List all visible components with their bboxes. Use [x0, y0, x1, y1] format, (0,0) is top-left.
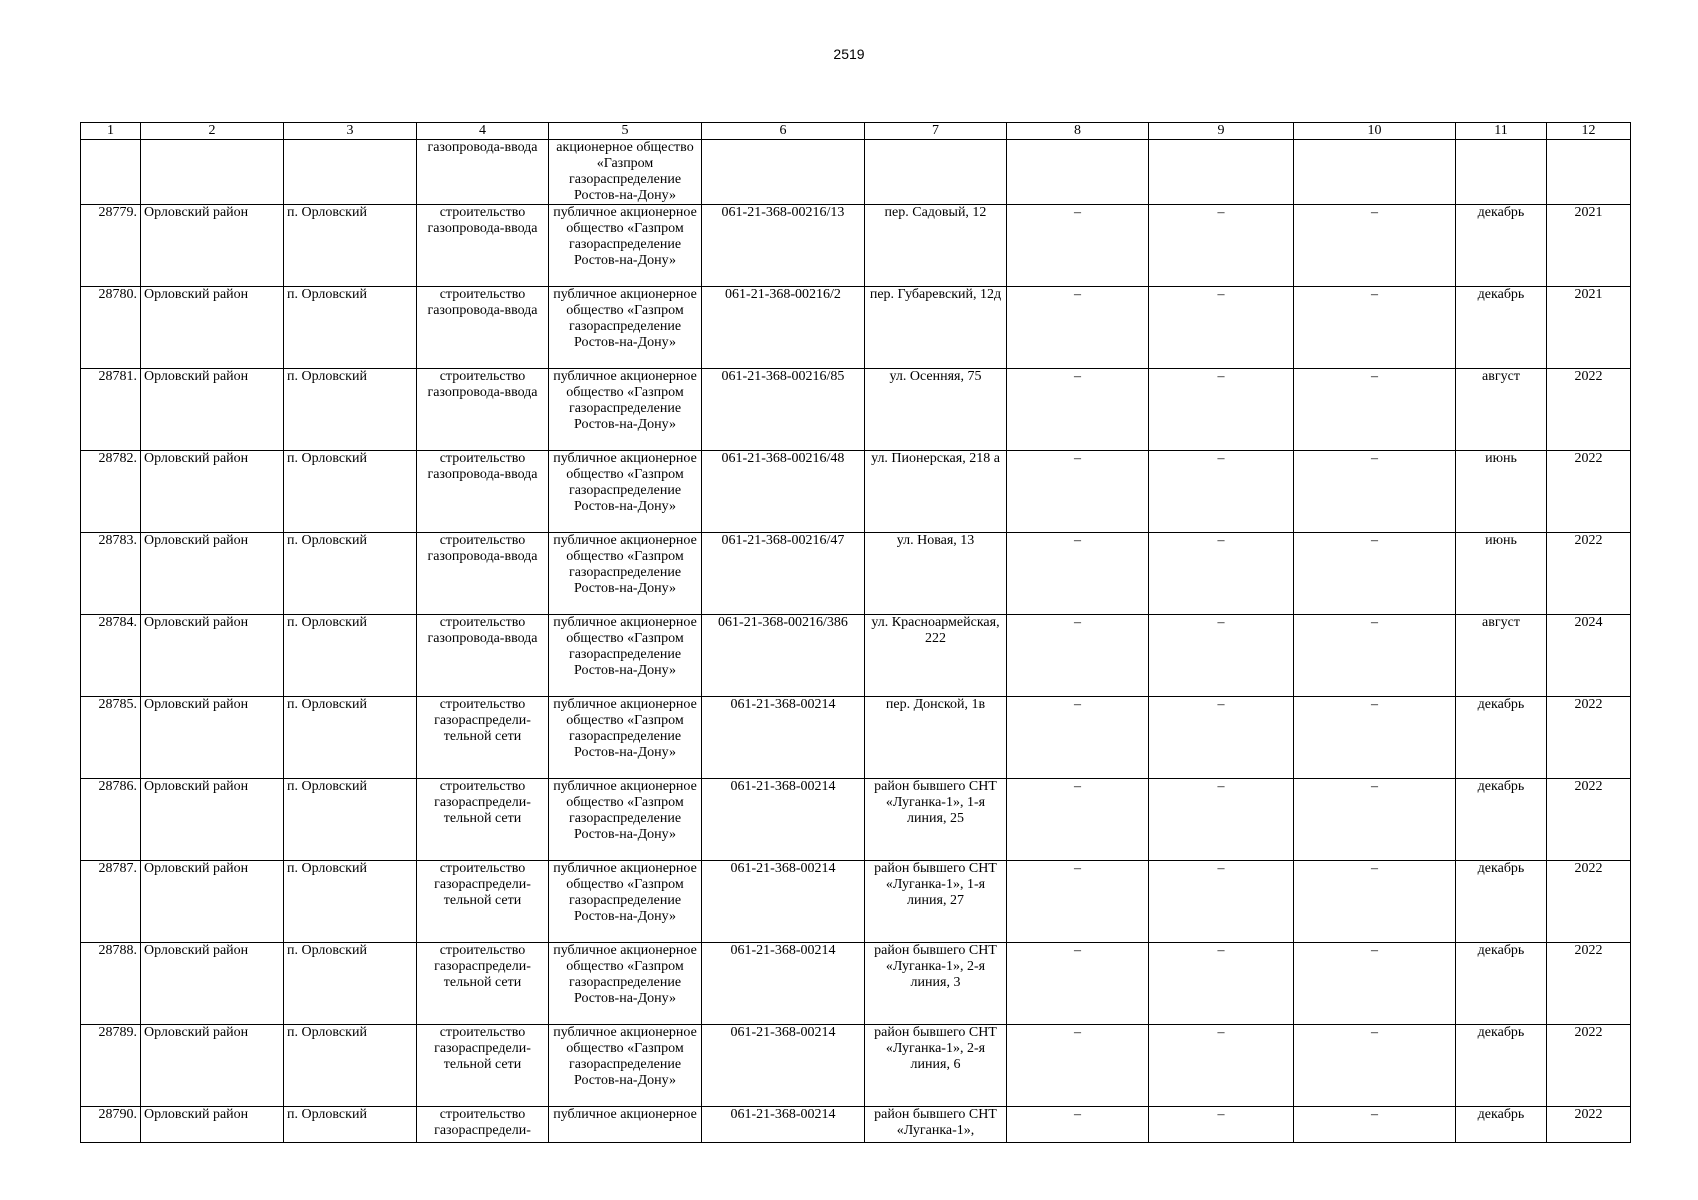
month-cell: июнь: [1456, 451, 1547, 533]
organization-cell: публичное акционерное общество «Газпром газораспределение Ростов-на-Дону»: [549, 1025, 702, 1107]
column-header: 9: [1149, 123, 1294, 140]
col9-cell: –: [1149, 1025, 1294, 1107]
organization-cell: публичное акционерное общество «Газпром газораспределение Ростов-на-Дону»: [549, 943, 702, 1025]
col10-cell: –: [1294, 369, 1456, 451]
col10-cell: –: [1294, 1025, 1456, 1107]
row-number-cell: 28787.: [81, 861, 141, 943]
year-cell: 2022: [1547, 943, 1631, 1025]
col8-cell: –: [1007, 861, 1149, 943]
month-cell: декабрь: [1456, 1025, 1547, 1107]
col9-cell: –: [1149, 369, 1294, 451]
table-row: [81, 861, 1631, 943]
settlement-cell: п. Орловский: [284, 615, 417, 697]
organization-cell: публичное акционерное общество «Газпром газораспределение Ростов-на-Дону»: [549, 861, 702, 943]
column-header: 11: [1456, 123, 1547, 140]
code-cell: 061-21-368-00216/48: [702, 451, 865, 533]
table-row: [81, 533, 1631, 615]
row-number-cell: 28779.: [81, 205, 141, 287]
row-number-cell: 28785.: [81, 697, 141, 779]
code-cell: [702, 140, 865, 205]
organization-cell: публичное акционерное общество «Газпром газораспределение Ростов-на-Дону»: [549, 369, 702, 451]
table-header-row: [81, 123, 1631, 140]
col8-cell: [1007, 140, 1149, 205]
work-type-cell: строительство газопровода-ввода: [417, 205, 549, 287]
code-cell: 061-21-368-00214: [702, 861, 865, 943]
row-number-cell: 28786.: [81, 779, 141, 861]
row-number-cell: 28788.: [81, 943, 141, 1025]
address-cell: район бывшего СНТ «Луганка-1», 1-я линия, 25: [865, 779, 1007, 861]
organization-cell: публичное акционерное общество «Газпром газораспределение Ростов-на-Дону»: [549, 451, 702, 533]
district-cell: Орловский район: [141, 615, 284, 697]
organization-cell: публичное акционерное общество «Газпром газораспределение Ростов-на-Дону»: [549, 779, 702, 861]
row-number-cell: 28780.: [81, 287, 141, 369]
col9-cell: –: [1149, 697, 1294, 779]
work-type-cell: строительство газопровода-ввода: [417, 369, 549, 451]
code-cell: 061-21-368-00214: [702, 1107, 865, 1143]
col8-cell: –: [1007, 451, 1149, 533]
district-cell: Орловский район: [141, 1025, 284, 1107]
col10-cell: [1294, 140, 1456, 205]
column-header: 7: [865, 123, 1007, 140]
year-cell: 2022: [1547, 779, 1631, 861]
data-table: [80, 122, 1631, 1143]
organization-cell: публичное акционерное общество «Газпром газораспределение Ростов-на-Дону»: [549, 533, 702, 615]
address-cell: ул. Осенняя, 75: [865, 369, 1007, 451]
row-number-cell: [81, 140, 141, 205]
month-cell: декабрь: [1456, 1107, 1547, 1143]
code-cell: 061-21-368-00214: [702, 943, 865, 1025]
table-row: [81, 697, 1631, 779]
table-row: [81, 1025, 1631, 1107]
year-cell: 2022: [1547, 533, 1631, 615]
settlement-cell: п. Орловский: [284, 1025, 417, 1107]
work-type-cell: газопровода-ввода: [417, 140, 549, 205]
month-cell: декабрь: [1456, 943, 1547, 1025]
col9-cell: –: [1149, 205, 1294, 287]
settlement-cell: [284, 140, 417, 205]
settlement-cell: п. Орловский: [284, 369, 417, 451]
code-cell: 061-21-368-00214: [702, 1025, 865, 1107]
district-cell: Орловский район: [141, 779, 284, 861]
column-header: 8: [1007, 123, 1149, 140]
col10-cell: –: [1294, 533, 1456, 615]
row-number-cell: 28782.: [81, 451, 141, 533]
col8-cell: –: [1007, 1107, 1149, 1143]
col8-cell: –: [1007, 779, 1149, 861]
settlement-cell: п. Орловский: [284, 943, 417, 1025]
column-header: 2: [141, 123, 284, 140]
work-type-cell: строительство газораспредели-тельной сети: [417, 779, 549, 861]
work-type-cell: строительство газораспредели-тельной сети: [417, 861, 549, 943]
row-number-cell: 28784.: [81, 615, 141, 697]
district-cell: Орловский район: [141, 369, 284, 451]
table-row: [81, 943, 1631, 1025]
year-cell: 2021: [1547, 205, 1631, 287]
work-type-cell: строительство газораспредели-тельной сети: [417, 1025, 549, 1107]
organization-cell: публичное акционерное: [549, 1107, 702, 1143]
col9-cell: –: [1149, 1107, 1294, 1143]
settlement-cell: п. Орловский: [284, 697, 417, 779]
column-header: 12: [1547, 123, 1631, 140]
table-row: [81, 615, 1631, 697]
year-cell: 2021: [1547, 287, 1631, 369]
work-type-cell: строительство газопровода-ввода: [417, 287, 549, 369]
organization-cell: публичное акционерное общество «Газпром газораспределение Ростов-на-Дону»: [549, 205, 702, 287]
col10-cell: –: [1294, 1107, 1456, 1143]
col9-cell: [1149, 140, 1294, 205]
organization-cell: акционерное общество «Газпром газораспределение Ростов-на-Дону»: [549, 140, 702, 205]
table-row: [81, 287, 1631, 369]
col9-cell: –: [1149, 615, 1294, 697]
district-cell: [141, 140, 284, 205]
work-type-cell: строительство газопровода-ввода: [417, 451, 549, 533]
address-cell: ул. Новая, 13: [865, 533, 1007, 615]
table-row: [81, 451, 1631, 533]
address-cell: пер. Донской, 1в: [865, 697, 1007, 779]
settlement-cell: п. Орловский: [284, 205, 417, 287]
year-cell: 2022: [1547, 861, 1631, 943]
code-cell: 061-21-368-00216/85: [702, 369, 865, 451]
work-type-cell: строительство газопровода-ввода: [417, 533, 549, 615]
col9-cell: –: [1149, 451, 1294, 533]
code-cell: 061-21-368-00216/47: [702, 533, 865, 615]
col8-cell: –: [1007, 697, 1149, 779]
code-cell: 061-21-368-00216/386: [702, 615, 865, 697]
col8-cell: –: [1007, 205, 1149, 287]
district-cell: Орловский район: [141, 533, 284, 615]
column-header: 1: [81, 123, 141, 140]
district-cell: Орловский район: [141, 697, 284, 779]
work-type-cell: строительство газораспредели-тельной сети: [417, 697, 549, 779]
column-header: 5: [549, 123, 702, 140]
row-number-cell: 28789.: [81, 1025, 141, 1107]
settlement-cell: п. Орловский: [284, 533, 417, 615]
address-cell: район бывшего СНТ «Луганка-1», 2-я линия, 3: [865, 943, 1007, 1025]
col10-cell: –: [1294, 615, 1456, 697]
continuation-row: [81, 140, 1631, 205]
col9-cell: –: [1149, 779, 1294, 861]
year-cell: 2022: [1547, 1107, 1631, 1143]
year-cell: 2022: [1547, 369, 1631, 451]
settlement-cell: п. Орловский: [284, 287, 417, 369]
col8-cell: –: [1007, 287, 1149, 369]
district-cell: Орловский район: [141, 943, 284, 1025]
address-cell: пер. Губаревский, 12д: [865, 287, 1007, 369]
page-number: 2519: [833, 46, 865, 62]
year-cell: 2022: [1547, 1025, 1631, 1107]
district-cell: Орловский район: [141, 287, 284, 369]
column-header: 6: [702, 123, 865, 140]
district-cell: Орловский район: [141, 205, 284, 287]
code-cell: 061-21-368-00214: [702, 779, 865, 861]
column-header: 4: [417, 123, 549, 140]
column-header: 10: [1294, 123, 1456, 140]
month-cell: [1456, 140, 1547, 205]
year-cell: 2022: [1547, 697, 1631, 779]
col8-cell: –: [1007, 369, 1149, 451]
col8-cell: –: [1007, 943, 1149, 1025]
district-cell: Орловский район: [141, 861, 284, 943]
settlement-cell: п. Орловский: [284, 451, 417, 533]
month-cell: август: [1456, 615, 1547, 697]
address-cell: район бывшего СНТ «Луганка-1», 2-я линия, 6: [865, 1025, 1007, 1107]
address-cell: [865, 140, 1007, 205]
month-cell: декабрь: [1456, 205, 1547, 287]
table-row: [81, 1107, 1631, 1143]
code-cell: 061-21-368-00216/2: [702, 287, 865, 369]
code-cell: 061-21-368-00214: [702, 697, 865, 779]
organization-cell: публичное акционерное общество «Газпром газораспределение Ростов-на-Дону»: [549, 615, 702, 697]
col10-cell: –: [1294, 943, 1456, 1025]
col10-cell: –: [1294, 697, 1456, 779]
address-cell: пер. Садовый, 12: [865, 205, 1007, 287]
work-type-cell: строительство газораспредели-тельной сети: [417, 943, 549, 1025]
year-cell: 2022: [1547, 451, 1631, 533]
year-cell: [1547, 140, 1631, 205]
work-type-cell: строительство газопровода-ввода: [417, 615, 549, 697]
code-cell: 061-21-368-00216/13: [702, 205, 865, 287]
col10-cell: –: [1294, 779, 1456, 861]
settlement-cell: п. Орловский: [284, 1107, 417, 1143]
col9-cell: –: [1149, 861, 1294, 943]
row-number-cell: 28781.: [81, 369, 141, 451]
month-cell: декабрь: [1456, 287, 1547, 369]
settlement-cell: п. Орловский: [284, 861, 417, 943]
col8-cell: –: [1007, 533, 1149, 615]
row-number-cell: 28790.: [81, 1107, 141, 1143]
address-cell: ул. Красноармейская, 222: [865, 615, 1007, 697]
year-cell: 2024: [1547, 615, 1631, 697]
col10-cell: –: [1294, 287, 1456, 369]
row-number-cell: 28783.: [81, 533, 141, 615]
col9-cell: –: [1149, 287, 1294, 369]
month-cell: август: [1456, 369, 1547, 451]
month-cell: декабрь: [1456, 861, 1547, 943]
settlement-cell: п. Орловский: [284, 779, 417, 861]
work-type-cell: строительство газораспредели-: [417, 1107, 549, 1143]
column-header: 3: [284, 123, 417, 140]
month-cell: декабрь: [1456, 779, 1547, 861]
col10-cell: –: [1294, 861, 1456, 943]
table-row: [81, 779, 1631, 861]
district-cell: Орловский район: [141, 451, 284, 533]
table-row: [81, 205, 1631, 287]
month-cell: декабрь: [1456, 697, 1547, 779]
col9-cell: –: [1149, 943, 1294, 1025]
col8-cell: –: [1007, 1025, 1149, 1107]
address-cell: район бывшего СНТ «Луганка-1», 1-я линия, 27: [865, 861, 1007, 943]
col9-cell: –: [1149, 533, 1294, 615]
col10-cell: –: [1294, 451, 1456, 533]
col10-cell: –: [1294, 205, 1456, 287]
district-cell: Орловский район: [141, 1107, 284, 1143]
organization-cell: публичное акционерное общество «Газпром газораспределение Ростов-на-Дону»: [549, 287, 702, 369]
address-cell: район бывшего СНТ «Луганка-1»,: [865, 1107, 1007, 1143]
month-cell: июнь: [1456, 533, 1547, 615]
address-cell: ул. Пионерская, 218 а: [865, 451, 1007, 533]
col8-cell: –: [1007, 615, 1149, 697]
organization-cell: публичное акционерное общество «Газпром газораспределение Ростов-на-Дону»: [549, 697, 702, 779]
table-row: [81, 369, 1631, 451]
